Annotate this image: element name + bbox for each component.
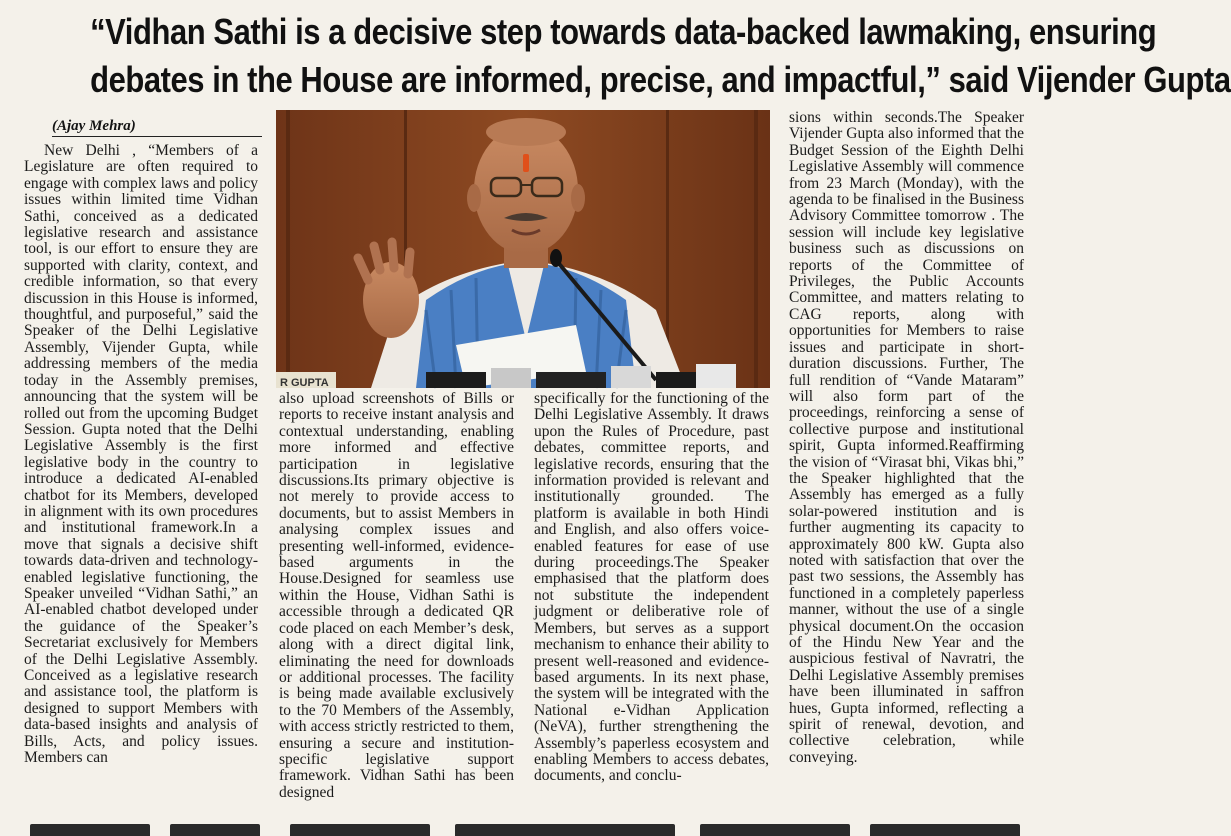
article-column-3: specifically for the functioning of the Delhi Legislative Assembly. It draws upon the Rules of Procedure, past debates, committee reports, and legislative records, ensuring that the information provided is relevant and institutionally grounded. The platform is available in both Hindi and English, and also offers voice-enabled features for ease of use during proceedings.The Speaker emphasised that the platform does not substitute the independent judgment or deliberative role of Members, but serves as a support mechanism to enhance their ability to present well-reasoned and evidence-based arguments. In its next phase, the system will be integrated with the National e-Vidhan Application (NeVA), further strengthening the Assembly’s paperless ecosystem and enabling Members to access debates, documents, and conclu- [534, 390, 769, 785]
headline-line-2: debates in the House are informed, precise, and impactful,” said Vijender Gupta [90, 59, 1231, 100]
headline-line-1: “Vidhan Sathi is a decisive step towards data-backed lawmaking, ensuring [90, 11, 1157, 52]
headline [90, 8, 1231, 104]
article-column-2: also upload screenshots of Bills or reports to receive instant analysis and contextual understanding, enabling more informed and effective participation in legislative discussions.Its primary objective is not merely to provide access to documents, but to assist Members in analysing complex issues and presenting well-informed, evidence-based arguments in the House.Designed for seamless use within the House, Vidhan Sathi is accessible through a dedicated QR code placed on each Member’s desk, along with a direct digital link, eliminating the need for downloads or additional processes. The facility is being made available exclusively to the 70 Members of the Assembly, with access strictly restricted to them, ensuring a secure and institution-specific legislative support framework. Vidhan Sathi has been designed [279, 390, 514, 801]
article-column-4: sions within seconds.The Speaker Vijender Gupta also informed that the Budget Session of the Eighth Delhi Legislative Assembly will commence from 23 March (Monday), with the agenda to be finalised in the Business Advisory Committee tomorrow . The session will include key legislative business such as discussions on reports of the Committee of Privileges, the Public Accounts Committee, and matters relating to CAG reports, along with opportunities for Members to raise issues and participate in short-duration discussions. Further, The full rendition of “Vande Mataram” will also form part of the proceedings, reinforcing a sense of collective purpose and institutional spirit, Gupta informed.Reaffirming the vision of “Virasat bhi, Vikas bhi,” the Speaker highlighted that the Assembly has emerged as a fully solar-powered institution and is further augmenting its capacity to approximately 800 kW. Gupta also noted with satisfaction that over the past two sessions, the Assembly has functioned in a completely paperless manner, without the use of a single physical document.On the occasion of the Hindu New Year and the auspicious festival of Navratri, the Delhi Legislative Assembly premises have been illuminated in saffron hues, Gupta informed, reflecting a spirit of renewal, devotion, and collective celebration, while conveying. [789, 109, 1024, 766]
next-article-cutoff [0, 822, 1060, 836]
byline: (Ajay Mehra) [52, 118, 262, 137]
article-column-1: New Delhi , “Members of a Legislature are often required to engage with complex laws and policy issues within limited time Vidhan Sathi, conceived as a dedicated legislative research and assistance tool, is our effort to ensure they are supported with clarity, context, and credible information, so that every discussion in this House is informed, thoughtful, and purposeful,” said the Speaker of the Delhi Legislative Assembly, Vijender Gupta, while addressing members of the media today in the Assembly premises, announcing that the system will be rolled out from the upcoming Budget Session. Gupta noted that the Delhi Legislative Assembly is the first legislative body in the country to introduce a dedicated AI-enabled chatbot for its Members, developed in alignment with its own procedures and institutional framework.In a move that signals a decisive shift towards data-driven and technology-enabled legislative functioning, the Speaker unveiled “Vidhan Sathi,” an AI-enabled chatbot developed under the guidance of the Speaker’s Secretariat exclusively for Members of the Delhi Legislative Assembly. Conceived as a legislative research and assistance tool, the platform is designed to support Members with data-based insights and analysis of Bills, Acts, and policy issues. Members can [24, 142, 258, 767]
speaker-photo [276, 110, 770, 388]
nameplate-text: R GUPTA [280, 377, 329, 389]
